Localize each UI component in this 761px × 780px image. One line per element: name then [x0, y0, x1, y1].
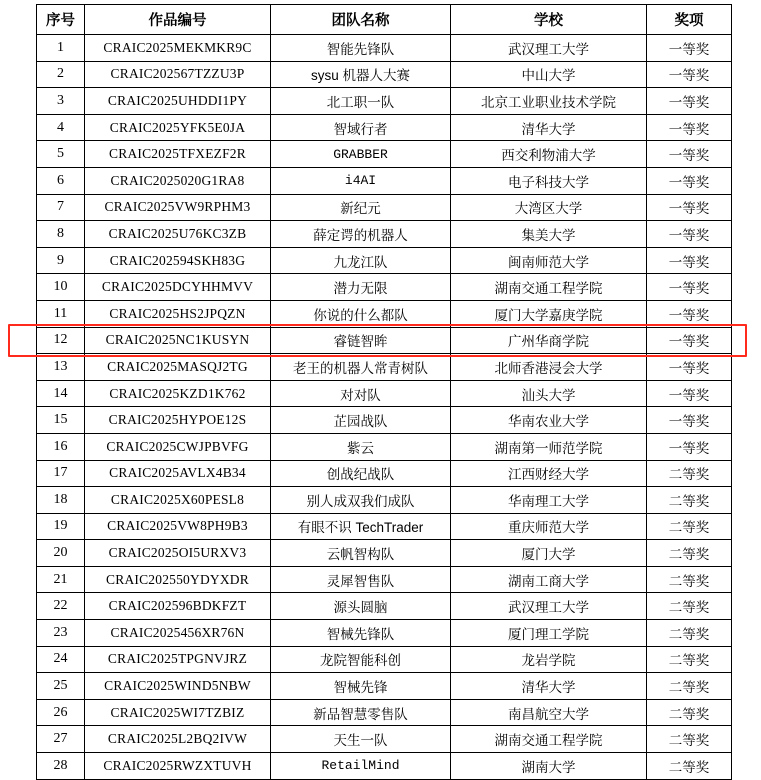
table-header-row	[37, 5, 732, 35]
cell-entry-code: CRAIC2025UHDDI1PY	[85, 88, 271, 115]
cell-award-level: 一等奖	[647, 327, 732, 354]
cell-entry-code: CRAIC2025YFK5E0JA	[85, 114, 271, 141]
cell-team-name: 创战纪战队	[271, 460, 451, 487]
cell-entry-code: CRAIC2025U76KC3ZB	[85, 221, 271, 248]
cell-school-name: 大湾区大学	[451, 194, 647, 221]
cell-award-level: 一等奖	[647, 61, 732, 88]
cell-entry-code: CRAIC2025DCYHHMVV	[85, 274, 271, 301]
cell-team-name: 潜力无限	[271, 274, 451, 301]
cell-school-name: 厦门大学	[451, 540, 647, 567]
cell-serial-number: 18	[37, 487, 85, 514]
cell-team-name: 九龙江队	[271, 247, 451, 274]
cell-school-name: 武汉理工大学	[451, 35, 647, 62]
cell-award-level: 二等奖	[647, 593, 732, 620]
table-row	[37, 300, 732, 327]
cell-serial-number: 13	[37, 354, 85, 381]
cell-team-name: 源头圆脑	[271, 593, 451, 620]
table-row	[37, 726, 732, 753]
table-row	[37, 699, 732, 726]
cell-serial-number: 24	[37, 646, 85, 673]
cell-award-level: 二等奖	[647, 620, 732, 647]
cell-serial-number: 14	[37, 380, 85, 407]
cell-team-name: 别人成双我们成队	[271, 487, 451, 514]
table-body	[37, 35, 732, 780]
cell-team-name: 对对队	[271, 380, 451, 407]
cell-entry-code: CRAIC2025L2BQ2IVW	[85, 726, 271, 753]
cell-team-name: 云帆智构队	[271, 540, 451, 567]
cell-award-level: 一等奖	[647, 141, 732, 168]
cell-team-name: 智械先锋队	[271, 620, 451, 647]
cell-team-name: 灵犀智售队	[271, 566, 451, 593]
cell-serial-number: 7	[37, 194, 85, 221]
table-row	[37, 566, 732, 593]
cell-award-level: 二等奖	[647, 673, 732, 700]
cell-team-name: GRABBER	[271, 141, 451, 168]
table-row	[37, 327, 732, 354]
cell-team-name: 老王的机器人常青树队	[271, 354, 451, 381]
table-row	[37, 114, 732, 141]
cell-school-name: 电子科技大学	[451, 167, 647, 194]
cell-serial-number: 20	[37, 540, 85, 567]
cell-entry-code: CRAIC2025HS2JPQZN	[85, 300, 271, 327]
cell-serial-number: 15	[37, 407, 85, 434]
cell-school-name: 北京工业职业技术学院	[451, 88, 647, 115]
table-row	[37, 35, 732, 62]
cell-award-level: 一等奖	[647, 194, 732, 221]
cell-team-name: sysu 机器人大赛	[271, 61, 451, 88]
cell-serial-number: 17	[37, 460, 85, 487]
cell-team-name: 薛定谔的机器人	[271, 221, 451, 248]
table-row	[37, 88, 732, 115]
cell-serial-number: 11	[37, 300, 85, 327]
cell-entry-code: CRAIC202594SKH83G	[85, 247, 271, 274]
table-row	[37, 646, 732, 673]
cell-school-name: 重庆师范大学	[451, 513, 647, 540]
cell-entry-code: CRAIC2025456XR76N	[85, 620, 271, 647]
award-list-table	[36, 4, 732, 780]
cell-award-level: 一等奖	[647, 407, 732, 434]
cell-team-name: 天生一队	[271, 726, 451, 753]
cell-school-name: 汕头大学	[451, 380, 647, 407]
cell-serial-number: 22	[37, 593, 85, 620]
table-row	[37, 354, 732, 381]
cell-school-name: 清华大学	[451, 114, 647, 141]
cell-serial-number: 8	[37, 221, 85, 248]
cell-entry-code: CRAIC2025TFXEZF2R	[85, 141, 271, 168]
cell-entry-code: CRAIC202550YDYXDR	[85, 566, 271, 593]
table-row	[37, 141, 732, 168]
cell-team-name: 睿链智眸	[271, 327, 451, 354]
table-row	[37, 407, 732, 434]
table-row	[37, 380, 732, 407]
cell-award-level: 一等奖	[647, 247, 732, 274]
table-row	[37, 513, 732, 540]
cell-entry-code: CRAIC2025MEKMKR9C	[85, 35, 271, 62]
cell-serial-number: 1	[37, 35, 85, 62]
cell-entry-code: CRAIC2025VW8PH9B3	[85, 513, 271, 540]
cell-award-level: 一等奖	[647, 88, 732, 115]
cell-team-name: i4AI	[271, 167, 451, 194]
cell-school-name: 中山大学	[451, 61, 647, 88]
cell-serial-number: 10	[37, 274, 85, 301]
cell-entry-code: CRAIC2025KZD1K762	[85, 380, 271, 407]
cell-serial-number: 2	[37, 61, 85, 88]
cell-school-name: 龙岩学院	[451, 646, 647, 673]
table-row	[37, 61, 732, 88]
cell-school-name: 武汉理工大学	[451, 593, 647, 620]
cell-award-level: 二等奖	[647, 753, 732, 780]
cell-school-name: 湖南交通工程学院	[451, 726, 647, 753]
cell-school-name: 江西财经大学	[451, 460, 647, 487]
cell-award-level: 一等奖	[647, 221, 732, 248]
cell-team-name: 芷园战队	[271, 407, 451, 434]
cell-serial-number: 5	[37, 141, 85, 168]
cell-team-name: RetailMind	[271, 753, 451, 780]
table-row	[37, 593, 732, 620]
cell-team-name: 紫云	[271, 433, 451, 460]
cell-serial-number: 28	[37, 753, 85, 780]
cell-entry-code: CRAIC202567TZZU3P	[85, 61, 271, 88]
cell-entry-code: CRAIC2025OI5URXV3	[85, 540, 271, 567]
cell-entry-code: CRAIC2025TPGNVJRZ	[85, 646, 271, 673]
cell-school-name: 南昌航空大学	[451, 699, 647, 726]
cell-entry-code: CRAIC2025AVLX4B34	[85, 460, 271, 487]
cell-entry-code: CRAIC2025MASQJ2TG	[85, 354, 271, 381]
cell-award-level: 一等奖	[647, 274, 732, 301]
cell-serial-number: 19	[37, 513, 85, 540]
table-row	[37, 673, 732, 700]
cell-award-level: 一等奖	[647, 354, 732, 381]
table-row	[37, 247, 732, 274]
cell-team-name: 龙院智能科创	[271, 646, 451, 673]
cell-award-level: 二等奖	[647, 699, 732, 726]
table-row	[37, 753, 732, 780]
cell-entry-code: CRAIC2025WI7TZBIZ	[85, 699, 271, 726]
cell-school-name: 华南理工大学	[451, 487, 647, 514]
cell-entry-code: CRAIC2025020G1RA8	[85, 167, 271, 194]
cell-school-name: 集美大学	[451, 221, 647, 248]
cell-school-name: 闽南师范大学	[451, 247, 647, 274]
table-row	[37, 274, 732, 301]
cell-team-name: 北工职一队	[271, 88, 451, 115]
cell-entry-code: CRAIC202596BDKFZT	[85, 593, 271, 620]
cell-school-name: 华南农业大学	[451, 407, 647, 434]
cell-team-name: 智域行者	[271, 114, 451, 141]
cell-award-level: 一等奖	[647, 35, 732, 62]
cell-award-level: 一等奖	[647, 300, 732, 327]
table-row	[37, 194, 732, 221]
cell-entry-code: CRAIC2025RWZXTUVH	[85, 753, 271, 780]
cell-award-level: 二等奖	[647, 540, 732, 567]
cell-team-name: 智能先锋队	[271, 35, 451, 62]
cell-award-level: 二等奖	[647, 487, 732, 514]
cell-team-name: 新品智慧零售队	[271, 699, 451, 726]
cell-serial-number: 27	[37, 726, 85, 753]
table-row	[37, 620, 732, 647]
cell-award-level: 二等奖	[647, 566, 732, 593]
cell-serial-number: 9	[37, 247, 85, 274]
cell-award-level: 一等奖	[647, 380, 732, 407]
cell-serial-number: 4	[37, 114, 85, 141]
column-header-award: 奖项	[647, 5, 732, 35]
cell-serial-number: 16	[37, 433, 85, 460]
cell-serial-number: 12	[37, 327, 85, 354]
cell-school-name: 湖南交通工程学院	[451, 274, 647, 301]
cell-school-name: 清华大学	[451, 673, 647, 700]
table-header	[37, 5, 732, 35]
cell-award-level: 一等奖	[647, 433, 732, 460]
cell-award-level: 二等奖	[647, 460, 732, 487]
cell-entry-code: CRAIC2025HYPOE12S	[85, 407, 271, 434]
column-header-no: 序号	[37, 5, 85, 35]
table-row	[37, 540, 732, 567]
cell-team-name: 智械先锋	[271, 673, 451, 700]
cell-serial-number: 25	[37, 673, 85, 700]
cell-serial-number: 26	[37, 699, 85, 726]
column-header-school: 学校	[451, 5, 647, 35]
cell-school-name: 厦门大学嘉庚学院	[451, 300, 647, 327]
cell-award-level: 一等奖	[647, 114, 732, 141]
table-row	[37, 460, 732, 487]
table-row	[37, 433, 732, 460]
cell-school-name: 湖南工商大学	[451, 566, 647, 593]
cell-school-name: 广州华商学院	[451, 327, 647, 354]
cell-entry-code: CRAIC2025VW9RPHM3	[85, 194, 271, 221]
cell-award-level: 二等奖	[647, 726, 732, 753]
cell-serial-number: 21	[37, 566, 85, 593]
cell-team-name: 新纪元	[271, 194, 451, 221]
cell-team-name: 有眼不识 TechTrader	[271, 513, 451, 540]
cell-serial-number: 6	[37, 167, 85, 194]
table-row	[37, 167, 732, 194]
cell-serial-number: 3	[37, 88, 85, 115]
table-row	[37, 221, 732, 248]
table-row	[37, 487, 732, 514]
cell-entry-code: CRAIC2025WIND5NBW	[85, 673, 271, 700]
cell-school-name: 厦门理工学院	[451, 620, 647, 647]
column-header-code: 作品编号	[85, 5, 271, 35]
cell-award-level: 二等奖	[647, 513, 732, 540]
cell-school-name: 西交利物浦大学	[451, 141, 647, 168]
cell-entry-code: CRAIC2025CWJPBVFG	[85, 433, 271, 460]
cell-team-name: 你说的什么都队	[271, 300, 451, 327]
cell-award-level: 一等奖	[647, 167, 732, 194]
cell-school-name: 湖南大学	[451, 753, 647, 780]
cell-school-name: 北师香港浸会大学	[451, 354, 647, 381]
column-header-team: 团队名称	[271, 5, 451, 35]
cell-entry-code: CRAIC2025X60PESL8	[85, 487, 271, 514]
cell-award-level: 二等奖	[647, 646, 732, 673]
cell-serial-number: 23	[37, 620, 85, 647]
cell-school-name: 湖南第一师范学院	[451, 433, 647, 460]
cell-entry-code: CRAIC2025NC1KUSYN	[85, 327, 271, 354]
